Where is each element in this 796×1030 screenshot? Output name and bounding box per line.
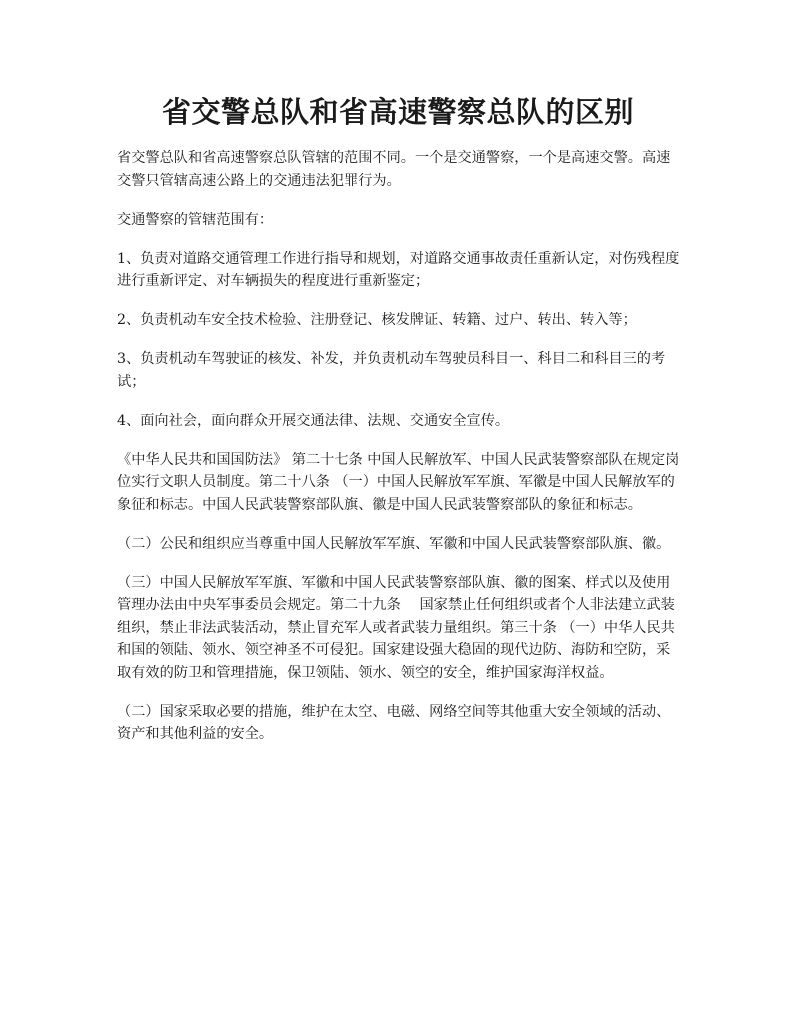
- paragraph-scope-item-4: 4、面向社会，面向群众开展交通法律、法规、交通安全宣传。: [117, 412, 510, 429]
- document-body: [117, 147, 682, 762]
- paragraph-law-clause-3-articles-29-30: （三）中国人民解放军军旗、军徽和中国人民武装警察部队旗、徽的图案、样式以及使用管理办法由中央军事委员会规定。第二十九条 国家禁止任何组织或者个人非法建立武装组织，禁止非法武装活动，禁止冒充军人或者武装力量组织。第三十条 （一）中华人民共和国的领陆、领水、领空神圣不可侵犯。国家建设强大稳固的现代边防、海防和空防，采取有效的防卫和管理措施，保卫领陆、领水、领空的安全，维护国家海洋权益。: [117, 574, 675, 681]
- paragraph-scope-heading: 交通警察的管辖范围有：: [117, 211, 274, 228]
- paragraph-law-clause-2: （二）公民和组织应当尊重中国人民解放军军旗、军徽和中国人民武装警察部队旗、徽。: [117, 535, 671, 552]
- paragraph-law-article-30-clause-2: （二）国家采取必要的措施，维护在太空、电磁、网络空间等其他重大安全领域的活动、资产和其他利益的安全。: [117, 703, 671, 742]
- paragraph-law-article-27-28: 《中华人民共和国国防法》 第二十七条 中国人民解放军、中国人民武装警察部队在规定岗位实行文职人员制度。第二十八条 （一）中国人民解放军军旗、军徽是中国人民解放军的象征和标志。中国人民武装警察部队旗、徽是中国人民武装警察部队的象征和标志。: [117, 451, 680, 513]
- paragraph-scope-item-1: 1、负责对道路交通管理工作进行指导和规划，对道路交通事故责任重新认定，对伤残程度进行重新评定、对车辆损失的程度进行重新鉴定；: [117, 250, 680, 289]
- paragraph-scope-item-2: 2、负责机动车安全技术检验、注册登记、核发牌证、转籍、过户、转出、转入等；: [117, 312, 637, 328]
- paragraph-intro: 省交警总队和省高速警察总队管辖的范围不同。一个是交通警察，一个是高速交警。高速交警只管辖高速公路上的交通违法犯罪行为。: [117, 150, 671, 189]
- paragraph-scope-item-3: 3、负责机动车驾驶证的核发、补发，并负责机动车驾驶员科目一、科目二和科目三的考试；: [117, 351, 666, 390]
- document-title: 省交警总队和省高速警察总队的区别: [161, 95, 634, 129]
